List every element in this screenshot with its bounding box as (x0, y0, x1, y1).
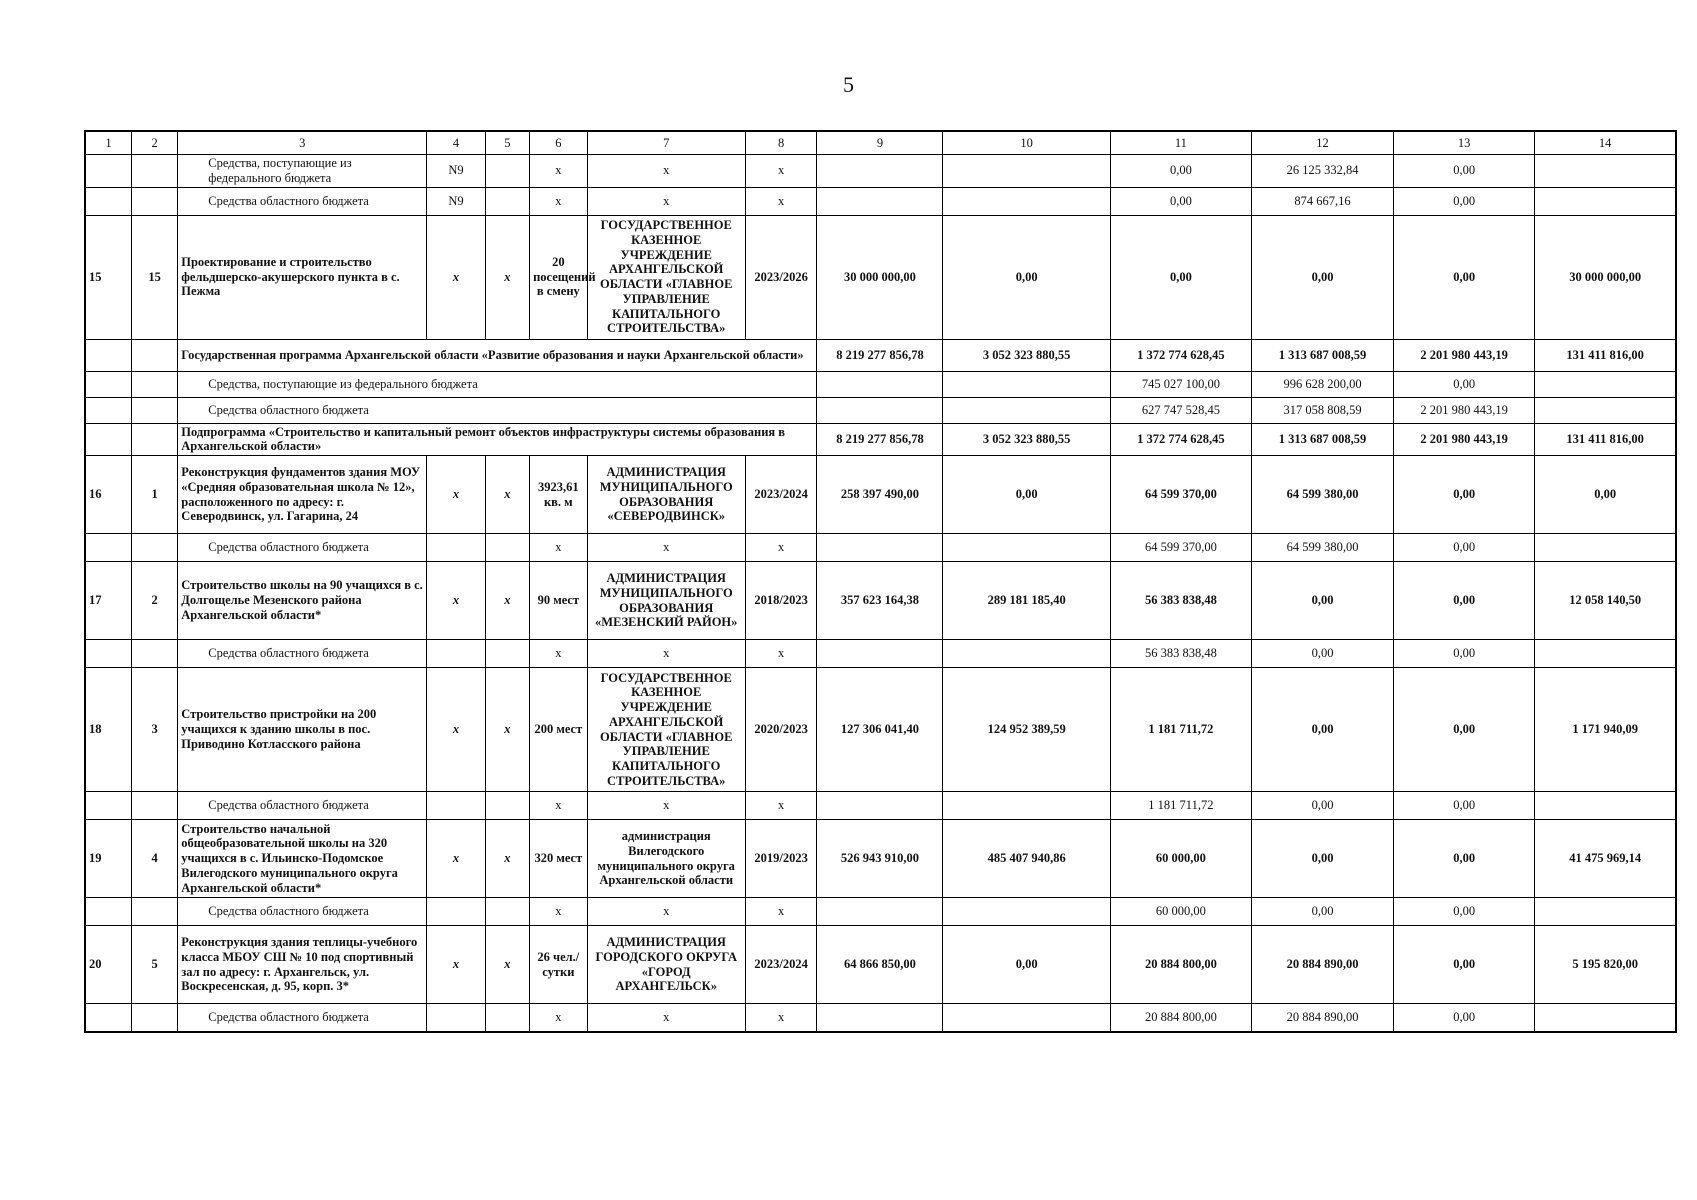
funding-source-label: Средства областного бюджета (178, 397, 817, 423)
cell-year-3: 0,00 (1394, 155, 1535, 188)
cell-capacity: x (530, 187, 587, 215)
column-header: 11 (1110, 131, 1251, 155)
funding-source-label: Средства областного бюджета (178, 792, 427, 820)
cell-year-3: 0,00 (1394, 926, 1535, 1004)
cell-capacity: x (530, 534, 587, 562)
cell-year-2: 996 628 200,00 (1251, 371, 1393, 397)
cell-period: 2023/2024 (745, 926, 817, 1004)
table-row (85, 397, 1676, 423)
cell-year-2: 0,00 (1251, 898, 1393, 926)
cell-capacity: 320 мест (530, 820, 587, 898)
cell-year-2: 0,00 (1251, 792, 1393, 820)
cell-year-3: 2 201 980 443,19 (1394, 339, 1535, 371)
cell-empty (485, 187, 529, 215)
cell-financed (943, 898, 1110, 926)
cell-financed (943, 640, 1110, 668)
cell-year-1: 1 181 711,72 (1110, 792, 1251, 820)
column-header: 3 (178, 131, 427, 155)
page-number: 5 (843, 72, 854, 97)
cell-empty (85, 534, 131, 562)
cell-year-3: 0,00 (1394, 668, 1535, 792)
cell-period: x (745, 792, 817, 820)
cell-empty (485, 640, 529, 668)
cell-financed: 289 181 185,40 (943, 562, 1110, 640)
cell-sub-number: 15 (131, 215, 177, 339)
cell-empty (131, 371, 177, 397)
cell-empty (485, 155, 529, 188)
cell-empty (131, 792, 177, 820)
cell-remainder (1535, 1004, 1676, 1032)
cell-year-2: 0,00 (1251, 668, 1393, 792)
cell-customer: x (587, 640, 745, 668)
cell-empty (85, 1004, 131, 1032)
object-name: Строительство начальной общеобразовательной школы на 320 учащихся в с. Ильинско-Подомское Вилегодского муниципального округа Архангельской области* (178, 820, 427, 898)
cell-code (427, 898, 485, 926)
column-header: 14 (1535, 131, 1676, 155)
cell-period: x (745, 1004, 817, 1032)
column-header: 10 (943, 131, 1110, 155)
cell-row-number: 17 (85, 562, 131, 640)
cell-remainder: 12 058 140,50 (1535, 562, 1676, 640)
cell-remainder: 131 411 816,00 (1535, 339, 1676, 371)
cell-year-3: 2 201 980 443,19 (1394, 397, 1535, 423)
cell-financed (943, 792, 1110, 820)
cell-empty (485, 898, 529, 926)
cell-year-1: 627 747 528,45 (1110, 397, 1251, 423)
program-title: Государственная программа Архангельской области «Развитие образования и науки Архангельской области» (178, 339, 817, 371)
cell-customer: АДМИНИСТРАЦИЯ ГОРОДСКОГО ОКРУГА «ГОРОД АРХАНГЕЛЬСК» (587, 926, 745, 1004)
funding-source-label: Средства областного бюджета (178, 898, 427, 926)
cell-financed (943, 397, 1110, 423)
cell-empty (85, 397, 131, 423)
cell-row-number: 15 (85, 215, 131, 339)
cell-empty (85, 155, 131, 188)
table-row (85, 820, 1676, 898)
cell-year-1: 60 000,00 (1110, 820, 1251, 898)
cell-year-1: 20 884 800,00 (1110, 1004, 1251, 1032)
cell-year-2: 0,00 (1251, 640, 1393, 668)
column-header: 5 (485, 131, 529, 155)
cell-financed (943, 155, 1110, 188)
cell-code (427, 640, 485, 668)
cell-capacity: 26 чел./сутки (530, 926, 587, 1004)
cell-empty (131, 155, 177, 188)
cell-capacity: 20 посещений в смену (530, 215, 587, 339)
program-title: Подпрограмма «Строительство и капитальный ремонт объектов инфраструктуры системы образования в Архангельской области» (178, 423, 817, 456)
cell-customer: x (587, 1004, 745, 1032)
cell-estimate (817, 187, 943, 215)
cell-empty (131, 1004, 177, 1032)
cell-empty (85, 371, 131, 397)
cell-empty (131, 339, 177, 371)
column-header: 9 (817, 131, 943, 155)
cell-remainder: 131 411 816,00 (1535, 423, 1676, 456)
column-header: 12 (1251, 131, 1393, 155)
object-name: Проектирование и строительство фельдшерско-акушерского пункта в с. Пежма (178, 215, 427, 339)
cell-estimate: 127 306 041,40 (817, 668, 943, 792)
cell-financed (943, 187, 1110, 215)
cell-year-3: 0,00 (1394, 792, 1535, 820)
cell-capacity: x (530, 640, 587, 668)
cell-year-2: 64 599 380,00 (1251, 456, 1393, 534)
cell-capacity: x (530, 792, 587, 820)
cell-year-3: 0,00 (1394, 820, 1535, 898)
cell-code (427, 534, 485, 562)
cell-year-1: 745 027 100,00 (1110, 371, 1251, 397)
cell-period: 2019/2023 (745, 820, 817, 898)
cell-financed: 0,00 (943, 926, 1110, 1004)
cell-empty (85, 339, 131, 371)
cell-year-2: 0,00 (1251, 562, 1393, 640)
cell-code: x (427, 668, 485, 792)
cell-customer: администрация Вилегодского муниципального округа Архангельской области (587, 820, 745, 898)
cell-year-3: 0,00 (1394, 215, 1535, 339)
cell-code: x (427, 215, 485, 339)
cell-empty (131, 640, 177, 668)
cell-period: 2023/2024 (745, 456, 817, 534)
cell-capacity: 90 мест (530, 562, 587, 640)
cell-type: x (485, 668, 529, 792)
table-row (85, 926, 1676, 1004)
cell-financed: 3 052 323 880,55 (943, 423, 1110, 456)
cell-estimate: 526 943 910,00 (817, 820, 943, 898)
cell-year-1: 20 884 800,00 (1110, 926, 1251, 1004)
cell-financed: 0,00 (943, 456, 1110, 534)
cell-estimate (817, 534, 943, 562)
cell-financed: 0,00 (943, 215, 1110, 339)
cell-sub-number: 2 (131, 562, 177, 640)
table-row (85, 371, 1676, 397)
cell-remainder: 1 171 940,09 (1535, 668, 1676, 792)
table-row (85, 1004, 1676, 1032)
cell-financed (943, 371, 1110, 397)
funding-source-label: Средства областного бюджета (178, 1004, 427, 1032)
cell-customer: x (587, 155, 745, 188)
funding-source-label: Средства областного бюджета (178, 640, 427, 668)
cell-capacity: 200 мест (530, 668, 587, 792)
cell-empty (85, 792, 131, 820)
column-header: 8 (745, 131, 817, 155)
cell-sub-number: 3 (131, 668, 177, 792)
column-number-row (85, 131, 1676, 155)
cell-estimate: 8 219 277 856,78 (817, 339, 943, 371)
table-row (85, 456, 1676, 534)
cell-period: x (745, 534, 817, 562)
cell-empty (85, 423, 131, 456)
column-header: 4 (427, 131, 485, 155)
cell-code: x (427, 820, 485, 898)
cell-type: x (485, 926, 529, 1004)
investment-objects-table (84, 130, 1677, 1033)
cell-customer: ГОСУДАРСТВЕННОЕ КАЗЕННОЕ УЧРЕЖДЕНИЕ АРХАНГЕЛЬСКОЙ ОБЛАСТИ «ГЛАВНОЕ УПРАВЛЕНИЕ КАПИТАЛЬНОГО СТРОИТЕЛЬСТВА» (587, 215, 745, 339)
cell-customer: x (587, 534, 745, 562)
cell-year-3: 0,00 (1394, 1004, 1535, 1032)
cell-remainder (1535, 898, 1676, 926)
cell-period: 2023/2026 (745, 215, 817, 339)
cell-year-1: 1 181 711,72 (1110, 668, 1251, 792)
cell-empty (485, 1004, 529, 1032)
column-header: 7 (587, 131, 745, 155)
cell-remainder (1535, 371, 1676, 397)
cell-remainder (1535, 792, 1676, 820)
cell-customer: x (587, 792, 745, 820)
table-row (85, 187, 1676, 215)
cell-estimate (817, 397, 943, 423)
cell-empty (85, 640, 131, 668)
cell-sub-number: 4 (131, 820, 177, 898)
cell-remainder: 30 000 000,00 (1535, 215, 1676, 339)
cell-year-1: 1 372 774 628,45 (1110, 339, 1251, 371)
cell-empty (85, 898, 131, 926)
cell-year-1: 0,00 (1110, 187, 1251, 215)
cell-period: 2018/2023 (745, 562, 817, 640)
table-row (85, 423, 1676, 456)
cell-remainder: 5 195 820,00 (1535, 926, 1676, 1004)
cell-sub-number: 1 (131, 456, 177, 534)
cell-year-2: 0,00 (1251, 215, 1393, 339)
cell-remainder (1535, 155, 1676, 188)
cell-capacity: x (530, 898, 587, 926)
cell-year-2: 26 125 332,84 (1251, 155, 1393, 188)
cell-year-1: 1 372 774 628,45 (1110, 423, 1251, 456)
cell-estimate: 258 397 490,00 (817, 456, 943, 534)
cell-year-3: 0,00 (1394, 898, 1535, 926)
cell-estimate (817, 1004, 943, 1032)
cell-year-1: 64 599 370,00 (1110, 534, 1251, 562)
cell-estimate: 8 219 277 856,78 (817, 423, 943, 456)
table-row (85, 215, 1676, 339)
funding-source-label: Средства, поступающие из федерального бюджета (178, 371, 817, 397)
table-row (85, 155, 1676, 188)
cell-year-3: 0,00 (1394, 534, 1535, 562)
object-name: Реконструкция фундаментов здания МОУ «Средняя образовательная школа № 12», расположенного по адресу: г. Северодвинск, ул. Гагарина, 24 (178, 456, 427, 534)
cell-year-2: 20 884 890,00 (1251, 1004, 1393, 1032)
cell-code (427, 792, 485, 820)
cell-financed: 3 052 323 880,55 (943, 339, 1110, 371)
cell-year-1: 60 000,00 (1110, 898, 1251, 926)
cell-year-2: 0,00 (1251, 820, 1393, 898)
cell-year-3: 0,00 (1394, 456, 1535, 534)
cell-estimate: 30 000 000,00 (817, 215, 943, 339)
table-row (85, 534, 1676, 562)
column-header: 1 (85, 131, 131, 155)
funding-source-label: Средства областного бюджета (178, 534, 427, 562)
column-header: 13 (1394, 131, 1535, 155)
cell-type: x (485, 562, 529, 640)
cell-year-1: 0,00 (1110, 155, 1251, 188)
object-name: Реконструкция здания теплицы-учебного класса МБОУ СШ № 10 под спортивный зал по адресу: г. Архангельск, ул. Воскресенская, д. 95, корп. 3* (178, 926, 427, 1004)
funding-source-label: Средства областного бюджета (178, 187, 427, 215)
cell-code: x (427, 926, 485, 1004)
cell-year-1: 64 599 370,00 (1110, 456, 1251, 534)
table-row (85, 339, 1676, 371)
cell-remainder (1535, 397, 1676, 423)
object-name: Строительство школы на 90 учащихся в с. Долгощелье Мезенского района Архангельской области* (178, 562, 427, 640)
cell-empty (131, 534, 177, 562)
cell-row-number: 16 (85, 456, 131, 534)
cell-empty (485, 792, 529, 820)
column-header: 6 (530, 131, 587, 155)
cell-estimate (817, 792, 943, 820)
cell-customer: x (587, 898, 745, 926)
object-name: Строительство пристройки на 200 учащихся к зданию школы в пос. Приводино Котласского района (178, 668, 427, 792)
cell-period: x (745, 187, 817, 215)
cell-year-1: 0,00 (1110, 215, 1251, 339)
cell-code (427, 1004, 485, 1032)
cell-period: x (745, 898, 817, 926)
cell-code: x (427, 456, 485, 534)
cell-year-3: 0,00 (1394, 562, 1535, 640)
cell-financed (943, 534, 1110, 562)
table-row (85, 792, 1676, 820)
table-row (85, 562, 1676, 640)
cell-remainder: 41 475 969,14 (1535, 820, 1676, 898)
cell-year-2: 1 313 687 008,59 (1251, 423, 1393, 456)
cell-empty (485, 534, 529, 562)
cell-year-2: 20 884 890,00 (1251, 926, 1393, 1004)
cell-year-2: 64 599 380,00 (1251, 534, 1393, 562)
cell-row-number: 19 (85, 820, 131, 898)
cell-sub-number: 5 (131, 926, 177, 1004)
funding-source-label: Средства, поступающие из федерального бюджета (178, 155, 427, 188)
cell-capacity: x (530, 155, 587, 188)
cell-year-3: 2 201 980 443,19 (1394, 423, 1535, 456)
cell-empty (131, 423, 177, 456)
cell-remainder (1535, 187, 1676, 215)
cell-row-number: 18 (85, 668, 131, 792)
cell-period: x (745, 155, 817, 188)
cell-financed: 485 407 940,86 (943, 820, 1110, 898)
cell-customer: x (587, 187, 745, 215)
cell-capacity: 3923,61 кв. м (530, 456, 587, 534)
cell-type: x (485, 215, 529, 339)
cell-financed: 124 952 389,59 (943, 668, 1110, 792)
cell-customer: АДМИНИСТРАЦИЯ МУНИЦИПАЛЬНОГО ОБРАЗОВАНИЯ «СЕВЕРОДВИНСК» (587, 456, 745, 534)
cell-customer: ГОСУДАРСТВЕННОЕ КАЗЕННОЕ УЧРЕЖДЕНИЕ АРХАНГЕЛЬСКОЙ ОБЛАСТИ «ГЛАВНОЕ УПРАВЛЕНИЕ КАПИТАЛЬНОГО СТРОИТЕЛЬСТВА» (587, 668, 745, 792)
cell-estimate: 357 623 164,38 (817, 562, 943, 640)
cell-type: x (485, 820, 529, 898)
cell-capacity: x (530, 1004, 587, 1032)
cell-type: x (485, 456, 529, 534)
cell-year-1: 56 383 838,48 (1110, 562, 1251, 640)
cell-code: x (427, 562, 485, 640)
cell-estimate: 64 866 850,00 (817, 926, 943, 1004)
cell-remainder: 0,00 (1535, 456, 1676, 534)
cell-empty (131, 898, 177, 926)
cell-year-1: 56 383 838,48 (1110, 640, 1251, 668)
cell-year-3: 0,00 (1394, 371, 1535, 397)
cell-estimate (817, 371, 943, 397)
cell-year-3: 0,00 (1394, 640, 1535, 668)
cell-remainder (1535, 640, 1676, 668)
cell-financed (943, 1004, 1110, 1032)
table-row (85, 668, 1676, 792)
cell-year-2: 1 313 687 008,59 (1251, 339, 1393, 371)
cell-period: 2020/2023 (745, 668, 817, 792)
cell-estimate (817, 640, 943, 668)
cell-year-3: 0,00 (1394, 187, 1535, 215)
cell-row-number: 20 (85, 926, 131, 1004)
cell-code: N9 (427, 187, 485, 215)
cell-year-2: 874 667,16 (1251, 187, 1393, 215)
cell-period: x (745, 640, 817, 668)
cell-empty (131, 187, 177, 215)
table-row (85, 898, 1676, 926)
cell-customer: АДМИНИСТРАЦИЯ МУНИЦИПАЛЬНОГО ОБРАЗОВАНИЯ «МЕЗЕНСКИЙ РАЙОН» (587, 562, 745, 640)
cell-estimate (817, 155, 943, 188)
cell-remainder (1535, 534, 1676, 562)
cell-code: N9 (427, 155, 485, 188)
cell-estimate (817, 898, 943, 926)
cell-empty (85, 187, 131, 215)
cell-empty (131, 397, 177, 423)
column-header: 2 (131, 131, 177, 155)
cell-year-2: 317 058 808,59 (1251, 397, 1393, 423)
table-row (85, 640, 1676, 668)
